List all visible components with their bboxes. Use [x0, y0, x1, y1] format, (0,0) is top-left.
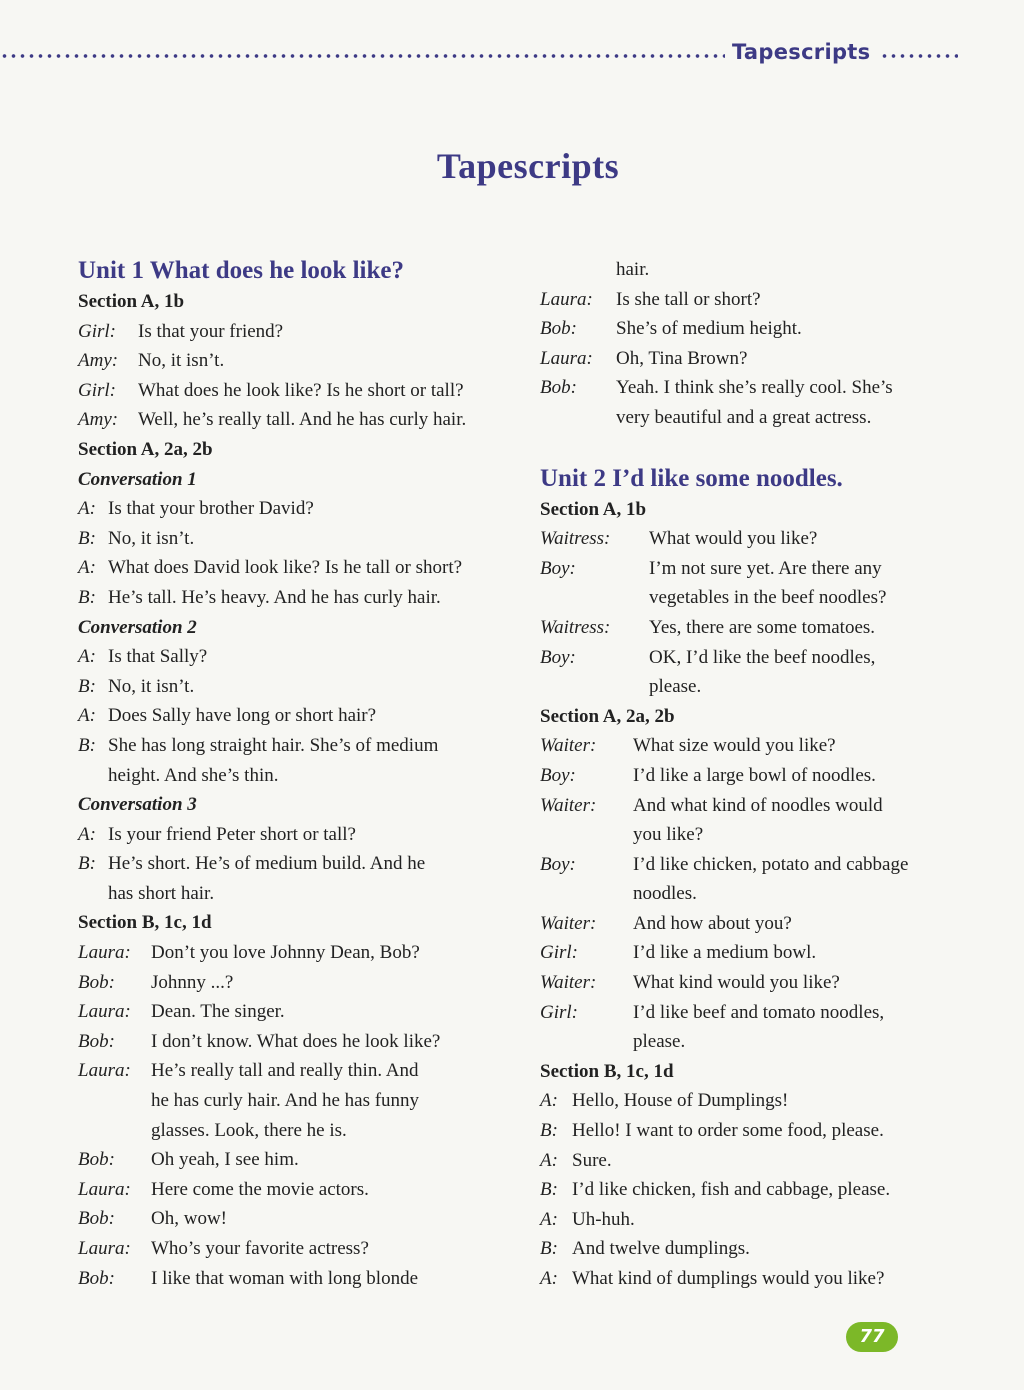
- speaker-label: Bob:: [78, 971, 115, 993]
- dialog-line: [540, 285, 970, 315]
- dialog-text: Is that Sally?: [108, 646, 208, 668]
- dialog-line: [540, 613, 970, 643]
- dialog-line: [78, 1116, 518, 1146]
- running-header: [0, 40, 960, 70]
- dialog-text: And how about you?: [633, 912, 792, 934]
- dialog-line: [78, 317, 518, 347]
- speaker-label: Waiter:: [540, 912, 597, 934]
- speaker-label: A:: [78, 498, 96, 520]
- spacer: [540, 433, 970, 463]
- dialog-line: [78, 405, 518, 435]
- dialog-line: [540, 1027, 970, 1057]
- speaker-label: A:: [540, 1149, 558, 1171]
- dialog-line: [78, 583, 518, 613]
- dialog-line: [540, 255, 970, 285]
- dialog-text: She’s of medium height.: [616, 318, 802, 340]
- speaker-label: Laura:: [78, 1001, 131, 1023]
- dialog-line: [78, 642, 518, 672]
- speaker-label: Waiter:: [540, 972, 597, 994]
- dialog-text: Don’t you love Johnny Dean, Bob?: [151, 942, 420, 964]
- section-heading: Section A, 1b: [78, 291, 185, 312]
- dialog-text: noodles.: [633, 883, 697, 905]
- speaker-label: Boy:: [540, 646, 576, 668]
- dialog-line: [540, 968, 970, 998]
- section-heading: Section A, 1b: [540, 498, 647, 520]
- dialog-text: has short hair.: [108, 882, 215, 904]
- dialog-line: [78, 1175, 518, 1205]
- dialog-line: [540, 761, 970, 791]
- speaker-label: Bob:: [78, 1267, 115, 1289]
- section-heading: Section B, 1c, 1d: [540, 1060, 674, 1082]
- dialog-text: I’d like a medium bowl.: [633, 942, 817, 964]
- speaker-label: A:: [540, 1208, 558, 1230]
- dialog-text: He’s really tall and really thin. And: [151, 1060, 419, 1082]
- speaker-label: B:: [540, 1179, 558, 1201]
- speaker-label: B:: [540, 1120, 558, 1142]
- dialog-text: What does David look like? Is he tall or short?: [108, 557, 463, 579]
- dialog-text: vegetables in the beef noodles?: [649, 587, 887, 609]
- dialog-text: And twelve dumplings.: [572, 1238, 750, 1260]
- dialog-text: I’m not sure yet. Are there any: [649, 557, 882, 579]
- dialog-text: Yes, there are some tomatoes.: [649, 616, 876, 638]
- dialog-text: he has curly hair. And he has funny: [151, 1090, 420, 1112]
- speaker-label: Girl:: [540, 1001, 578, 1023]
- dialog-text: He’s short. He’s of medium build. And he: [108, 853, 426, 875]
- page-title: Tapescripts: [436, 146, 620, 186]
- dialog-line: [78, 376, 518, 406]
- dialog-line: [78, 1056, 518, 1086]
- dialog-line: [540, 909, 970, 939]
- conversation-heading: Conversation 2: [78, 616, 197, 638]
- dialog-line: [78, 761, 518, 791]
- speaker-label: Girl:: [78, 320, 116, 342]
- speaker-label: Waiter:: [540, 735, 597, 757]
- speaker-label: B:: [78, 853, 96, 875]
- speaker-label: Girl:: [78, 379, 116, 401]
- dialog-line: [78, 672, 518, 702]
- speaker-label: Girl:: [540, 942, 578, 964]
- dialog-text: please.: [649, 676, 702, 698]
- speaker-label: Bob:: [78, 1208, 115, 1230]
- speaker-label: A:: [78, 646, 96, 668]
- speaker-label: A:: [78, 557, 96, 579]
- speaker-label: Waiter:: [540, 794, 597, 816]
- dotted-rule-left: [0, 53, 725, 59]
- dialog-text: No, it isn’t.: [108, 675, 195, 697]
- dialog-line: [78, 1264, 518, 1294]
- dialog-line: [540, 850, 970, 880]
- dialog-text: Hello! I want to order some food, please.: [572, 1120, 884, 1142]
- unit-heading: Unit 1 What does he look like?: [78, 257, 404, 284]
- dialog-text: No, it isn’t.: [138, 350, 225, 372]
- dialog-text: Uh-huh.: [572, 1208, 635, 1230]
- dialog-text: She has long straight hair. She’s of medium: [108, 734, 439, 756]
- dialog-line: [540, 1146, 970, 1176]
- dialog-text: Oh, Tina Brown?: [616, 347, 748, 369]
- dialog-line: [78, 1145, 518, 1175]
- speaker-label: Laura:: [540, 347, 593, 369]
- dialog-text: very beautiful and a great actress.: [616, 406, 872, 428]
- speaker-label: Bob:: [78, 1149, 115, 1171]
- dialog-line: [78, 849, 518, 879]
- dialog-line: [540, 731, 970, 761]
- dialog-text: What would you like?: [649, 528, 818, 550]
- left-column: [78, 255, 518, 1293]
- dialog-line: [78, 731, 518, 761]
- right-column: [540, 255, 970, 1294]
- speaker-label: Laura:: [78, 1178, 131, 1200]
- dialog-line: [540, 879, 970, 909]
- speaker-label: Boy:: [540, 853, 576, 875]
- dialog-text: Oh, wow!: [151, 1208, 227, 1230]
- dialog-line: [78, 879, 518, 909]
- dialog-line: [78, 701, 518, 731]
- dialog-text: What size would you like?: [633, 735, 836, 757]
- dialog-text: you like?: [633, 824, 704, 846]
- dialog-line: [78, 1086, 518, 1116]
- dialog-line: [540, 344, 970, 374]
- dialog-line: [78, 938, 518, 968]
- section-heading: Section A, 2a, 2b: [78, 438, 213, 460]
- dialog-text: What kind would you like?: [633, 972, 840, 994]
- conversation-heading: Conversation 1: [78, 468, 197, 490]
- speaker-label: A:: [78, 823, 96, 845]
- conversation-heading: Conversation 3: [78, 794, 197, 816]
- dialog-text: Is she tall or short?: [616, 288, 761, 310]
- speaker-label: Bob:: [540, 377, 577, 399]
- dialog-line: [540, 643, 970, 673]
- dialog-line: [540, 373, 970, 403]
- running-header-label: Tapescripts: [732, 40, 871, 64]
- dialog-line: [78, 968, 518, 998]
- dialog-line: [540, 524, 970, 554]
- speaker-label: Waitress:: [540, 528, 611, 550]
- page-number-badge: 77: [846, 1322, 898, 1352]
- dialog-text: Is that your friend?: [138, 320, 284, 342]
- speaker-label: Amy:: [78, 409, 119, 431]
- dialog-text: He’s tall. He’s heavy. And he has curly hair.: [108, 586, 441, 608]
- dialog-line: [540, 1175, 970, 1205]
- dialog-line: [540, 1205, 970, 1235]
- dialog-line: [540, 1264, 970, 1294]
- dialog-text: height. And she’s thin.: [108, 764, 279, 786]
- dialog-text: Does Sally have long or short hair?: [108, 705, 377, 727]
- dialog-line: [540, 1116, 970, 1146]
- dialog-text: I’d like chicken, fish and cabbage, please.: [572, 1179, 891, 1201]
- dialog-line: [540, 791, 970, 821]
- dialog-text: Sure.: [572, 1149, 612, 1171]
- speaker-label: Boy:: [540, 764, 576, 786]
- dialog-line: [78, 553, 518, 583]
- dialog-text: Who’s your favorite actress?: [151, 1238, 369, 1259]
- speaker-label: Laura:: [78, 942, 131, 964]
- dialog-text: I’d like beef and tomato noodles,: [633, 1001, 885, 1023]
- section-heading: Section B, 1c, 1d: [78, 912, 212, 934]
- speaker-label: B:: [78, 734, 96, 756]
- dialog-text: Oh yeah, I see him.: [151, 1149, 299, 1171]
- dialog-text: No, it isn’t.: [108, 527, 195, 549]
- speaker-label: Bob:: [540, 318, 577, 340]
- dialog-text: I don’t know. What does he look like?: [151, 1030, 441, 1052]
- dialog-text: And what kind of noodles would: [633, 794, 883, 816]
- dialog-text: What kind of dumplings would you like?: [572, 1268, 885, 1289]
- dialog-line: [540, 820, 970, 850]
- speaker-label: Boy:: [540, 557, 576, 579]
- dialog-text: glasses. Look, there he is.: [151, 1119, 347, 1141]
- dialog-line: [78, 997, 518, 1027]
- dialog-line: [78, 346, 518, 376]
- speaker-label: Laura:: [540, 288, 593, 310]
- dialog-text: I like that woman with long blonde: [151, 1267, 419, 1289]
- dialog-line: [78, 1234, 518, 1264]
- dialog-line: [540, 938, 970, 968]
- dialog-text: I’d like a large bowl of noodles.: [633, 764, 876, 786]
- dialog-text: Is that your brother David?: [108, 498, 314, 520]
- dialog-text: What does he look like? Is he short or tall?: [138, 379, 464, 401]
- dialog-line: [540, 1086, 970, 1116]
- speaker-label: B:: [78, 675, 96, 697]
- dialog-line: [78, 820, 518, 850]
- speaker-label: Bob:: [78, 1030, 115, 1052]
- dialog-text: Johnny ...?: [151, 971, 234, 993]
- unit-heading: Unit 2 I’d like some noodles.: [540, 464, 843, 492]
- dialog-line: [78, 1204, 518, 1234]
- dialog-text: Yeah. I think she’s really cool. She’s: [616, 377, 893, 399]
- speaker-label: A:: [540, 1090, 558, 1112]
- speaker-label: Laura:: [78, 1060, 131, 1082]
- dialog-line: [540, 554, 970, 584]
- dialog-line: [78, 524, 518, 554]
- dialog-line: [540, 403, 970, 433]
- dialog-text: Here come the movie actors.: [151, 1178, 369, 1200]
- dotted-rule-right: [880, 53, 958, 59]
- dialog-line: [540, 672, 970, 702]
- speaker-label: Amy:: [78, 350, 119, 372]
- dialog-text: Dean. The singer.: [151, 1001, 285, 1023]
- speaker-label: Waitress:: [540, 616, 611, 638]
- dialog-text: Is your friend Peter short or tall?: [108, 823, 356, 845]
- dialog-text: please.: [633, 1031, 686, 1053]
- speaker-label: Laura:: [78, 1238, 131, 1259]
- dialog-line: [78, 1027, 518, 1057]
- dialog-line: [540, 998, 970, 1028]
- speaker-label: A:: [78, 705, 96, 727]
- dialog-text: OK, I’d like the beef noodles,: [649, 646, 876, 668]
- speaker-label: B:: [78, 527, 96, 549]
- dialog-line: [540, 1234, 970, 1264]
- dialog-line: [78, 494, 518, 524]
- dialog-line: [540, 314, 970, 344]
- dialog-text: Well, he’s really tall. And he has curly hair.: [138, 409, 467, 431]
- speaker-label: B:: [540, 1238, 558, 1260]
- dialog-line: [540, 583, 970, 613]
- dialog-text: Hello, House of Dumplings!: [572, 1090, 789, 1112]
- section-heading: Section A, 2a, 2b: [540, 705, 675, 727]
- dialog-text: I’d like chicken, potato and cabbage: [633, 853, 909, 875]
- speaker-label: A:: [540, 1268, 558, 1289]
- dialog-text: hair.: [616, 259, 650, 280]
- speaker-label: B:: [78, 586, 96, 608]
